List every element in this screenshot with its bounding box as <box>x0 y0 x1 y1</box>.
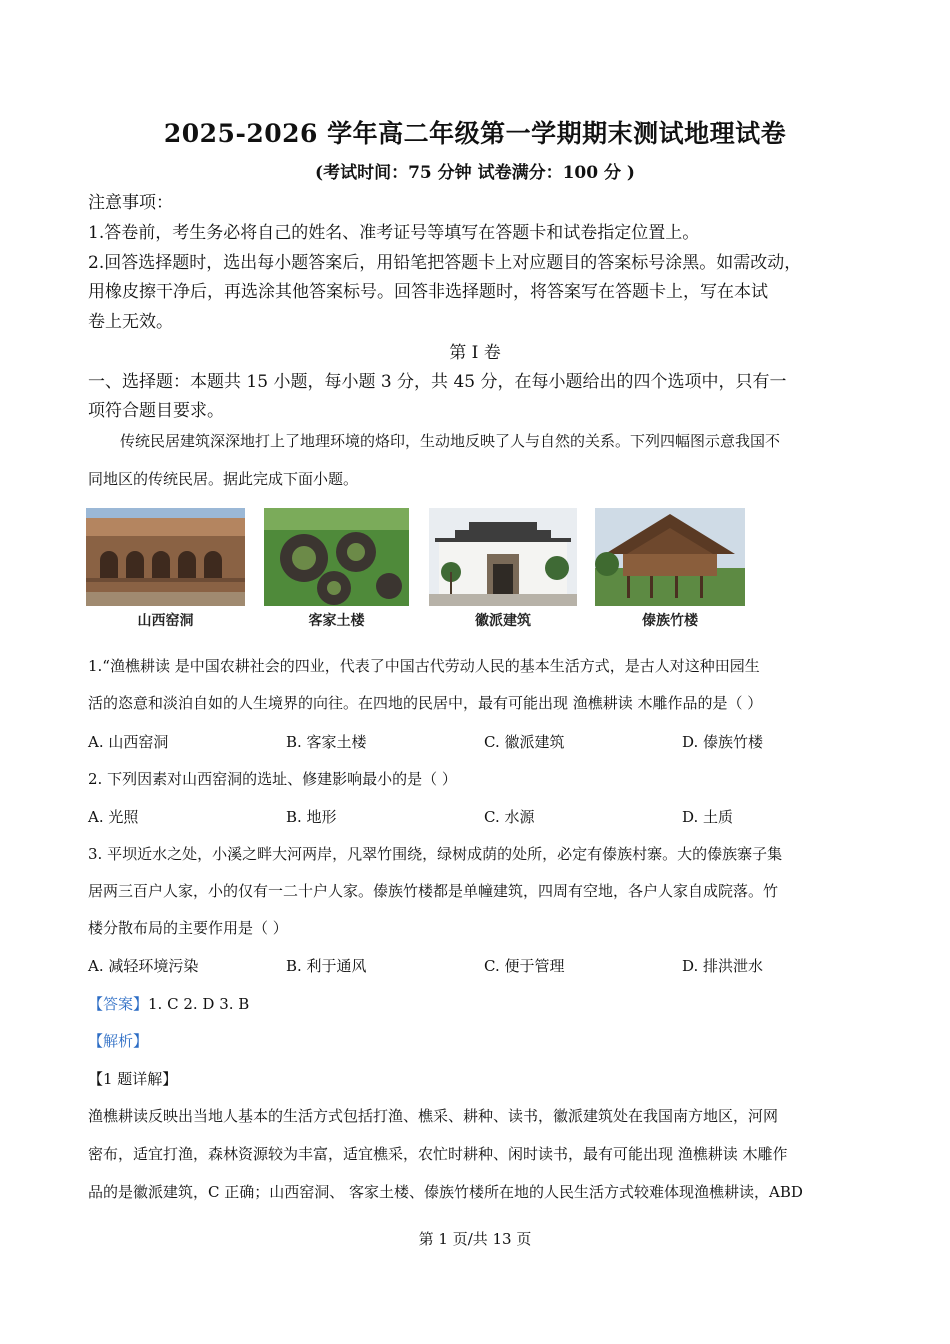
shanxi-cave-dwelling-photo <box>86 508 245 606</box>
volume-heading: 第 I 卷 <box>449 343 501 363</box>
notice-item-2-line-1: 2.回答选择题时，选出每小题答案后，用铅笔把答题卡上对应题目的答案标号涂黑。如需改动， <box>88 253 802 273</box>
caption-hakka-tulou: 客家土楼 <box>308 613 365 629</box>
q2-option-c: C. 水源 <box>484 808 535 826</box>
q2-line-1: 2. 下列因素对山西窑洞的选址、修建影响最小的是（ ） <box>88 770 457 788</box>
detail-line-2: 密布，适宜打渔，森林资源较为丰富，适宜樵采，农忙时耕种、闲时读书，最有可能出现 渔樵耕读 木雕作 <box>88 1145 788 1163</box>
q3-line-2: 居两三百户人家，小的仅有一二十户人家。傣族竹楼都是单幢建筑，四周有空地，各户人家自成院落。竹 <box>88 882 779 900</box>
q1-option-c: C. 徽派建筑 <box>484 733 565 751</box>
passage-line-1: 传统民居建筑深深地打上了地理环境的烙印，生动地反映了人与自然的关系。下列四幅图示意我国不 <box>120 432 781 450</box>
q2-option-d: D. 土质 <box>682 808 734 826</box>
passage-line-2: 同地区的传统民居。据此完成下面小题。 <box>88 470 359 488</box>
exam-subtitle: (考试时间：75 分钟 试卷满分：100 分 ) <box>315 163 635 183</box>
answer-label: 【答案】 <box>88 995 149 1013</box>
detail-line-3: 品的是徽派建筑，C 正确；山西窑洞、 客家土楼、傣族竹楼所在地的人民生活方式较难体现渔樵耕读，ABD <box>88 1183 803 1201</box>
notice-heading: 注意事项： <box>88 193 173 213</box>
detail-line-1: 渔樵耕读反映出当地人基本的生活方式包括打渔、樵采、耕种、读书，徽派建筑处在我国南方地区，河网 <box>88 1107 779 1125</box>
notice-item-2-line-3: 卷上无效。 <box>88 312 173 332</box>
section-intro-line-2: 项符合题目要求。 <box>88 401 224 421</box>
q3-option-a: A. 减轻环境污染 <box>88 957 199 975</box>
caption-dai-bamboo: 傣族竹楼 <box>642 613 698 629</box>
notice-item-1: 1.答卷前，考生务必将自己的姓名、准考证号等填写在答题卡和试卷指定位置上。 <box>88 223 700 243</box>
q1-option-d: D. 傣族竹楼 <box>682 733 764 751</box>
answer-row <box>88 993 249 1014</box>
notice-item-2-line-2: 用橡皮擦干净后，再选涂其他答案标号。回答非选择题时，将答案写在答题卡上，写在本试 <box>88 282 768 302</box>
q1-option-b: B. 客家土楼 <box>286 733 367 751</box>
q2-option-a: A. 光照 <box>88 808 139 826</box>
hakka-tulou-photo <box>264 508 409 606</box>
huizhou-architecture-photo <box>429 508 577 606</box>
q1-option-a: A. 山西窑洞 <box>88 733 169 751</box>
q1-line-2: 活的恣意和淡泊自如的人生境界的向往。在四地的民居中，最有可能出现 渔樵耕读 木雕作品的是（ ） <box>88 694 763 712</box>
answer-text: 1. C 2. D 3. B <box>148 995 250 1013</box>
q3-option-d: D. 排洪泄水 <box>682 957 764 975</box>
q3-line-3: 楼分散布局的主要作用是（ ） <box>88 919 288 937</box>
q3-option-c: C. 便于管理 <box>484 957 565 975</box>
detail-label: 【1 题详解】 <box>88 1070 178 1088</box>
exam-title: 2025-2026 学年高二年级第一学期期末测试地理试卷 <box>163 119 787 148</box>
analysis-label: 【解析】 <box>88 1032 149 1050</box>
page-footer: 第 1 页/共 13 页 <box>418 1230 532 1248</box>
section-intro-line-1: 一、选择题：本题共 15 小题，每小题 3 分，共 45 分，在每小题给出的四个选项中，只有一 <box>88 372 787 392</box>
caption-huizhou: 徽派建筑 <box>475 613 531 629</box>
q3-line-1: 3. 平坝近水之处，小溪之畔大河两岸，凡翠竹围绕，绿树成荫的处所，必定有傣族村寨。大的傣族寨子集 <box>88 845 783 863</box>
q2-option-b: B. 地形 <box>286 808 337 826</box>
q3-option-b: B. 利于通风 <box>286 957 367 975</box>
dai-bamboo-house-photo <box>595 508 745 606</box>
caption-shanxi-cave: 山西窑洞 <box>137 613 194 629</box>
q1-line-1: 1.“渔樵耕读 是中国农耕社会的四业，代表了中国古代劳动人民的基本生活方式，是古人对这种田园生 <box>88 657 760 675</box>
